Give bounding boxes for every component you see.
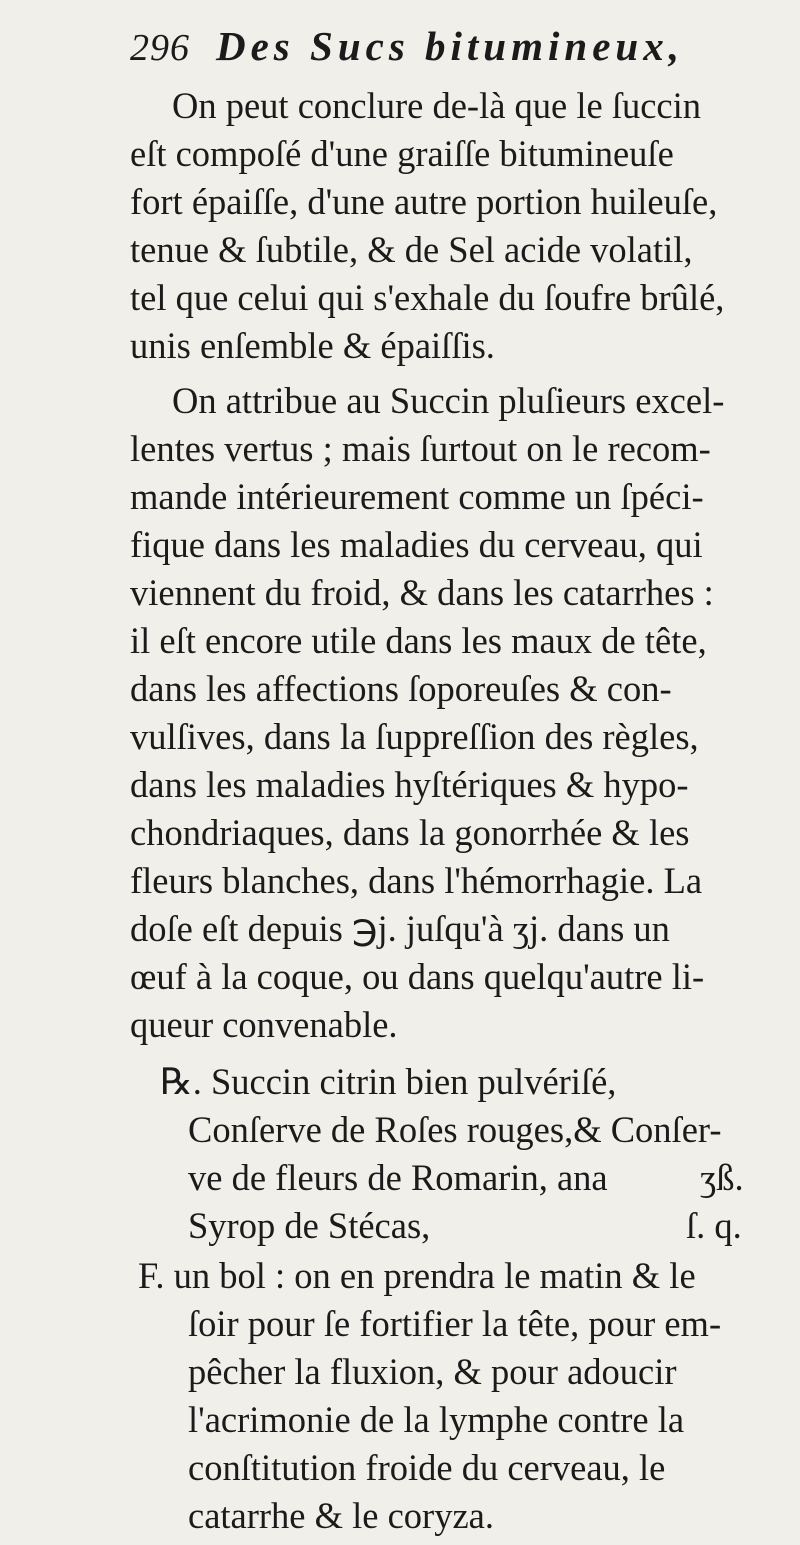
recipe-ingredient: Syrop de Stécas, [188, 1205, 431, 1246]
text-line: doſe eſt depuis ℈j. juſqu'à ʒj. dans un [130, 908, 670, 949]
recipe-line: ℞. Succin citrin bien pulvériſé, [160, 1061, 617, 1102]
text-line: mande intérieurement comme un ſpéci- [130, 476, 704, 517]
text-line: On attribue au Succin pluſieurs excel- [172, 380, 725, 421]
text-line: fort épaiſſe, d'une autre portion huileuſe, [130, 181, 718, 222]
text-line: lentes vertus ; mais ſurtout on le recom- [130, 428, 711, 469]
text-line: conſtitution froide du cerveau, le [188, 1447, 666, 1488]
text-line: tenue & ſubtile, & de Sel acide volatil, [130, 229, 693, 270]
recipe-dose: ſ. q. [686, 1205, 742, 1246]
text-line: tel que celui qui s'exhale du ſoufre brûlé, [130, 277, 725, 318]
text-line: fleurs blanches, dans l'hémorrhagie. La [130, 860, 703, 901]
text-line: fique dans les maladies du cerveau, qui [130, 524, 703, 565]
recipe-ingredient: ve de fleurs de Romarin, ana [188, 1157, 608, 1198]
text-line: F. un bol : on en prendra le matin & le [138, 1255, 696, 1296]
text-line: chondriaques, dans la gonorrhée & les [130, 812, 690, 853]
text-line: il eſt encore utile dans les maux de tête, [130, 620, 707, 661]
text-line: queur convenable. [130, 1004, 398, 1045]
text-line: dans les affections ſoporeuſes & con- [130, 668, 672, 709]
recipe-row [0, 1202, 800, 1250]
recipe-line: Conſerve de Roſes rouges,& Conſer- [188, 1109, 722, 1150]
text-line: pêcher la fluxion, & pour adoucir [188, 1351, 677, 1392]
text-line: œuf à la coque, ou dans quelqu'autre li- [130, 956, 705, 997]
text-line: l'acrimonie de la lymphe contre la [188, 1399, 685, 1440]
recipe-dose: ʒß. [700, 1157, 744, 1198]
page-number: 296 [130, 27, 190, 69]
text-line: catarrhe & le coryza. [188, 1495, 494, 1536]
running-title: Des Sucs bitumineux, [216, 23, 684, 69]
text-line: viennent du froid, & dans les catarrhes : [130, 572, 714, 613]
text-line: eſt compoſé d'une graiſſe bitumineuſe [130, 133, 674, 174]
page-header [130, 22, 760, 74]
text-line: On peut conclure de-là que le ſuccin [172, 85, 702, 126]
text-line: dans les maladies hyſtériques & hypo- [130, 764, 689, 805]
text-line: vulſives, dans la ſuppreſſion des règles, [130, 716, 699, 757]
text-line: unis enſemble & épaiſſis. [130, 325, 495, 366]
recipe-row [0, 1154, 800, 1202]
text-line: ſoir pour ſe fortifier la tête, pour em- [188, 1303, 722, 1344]
